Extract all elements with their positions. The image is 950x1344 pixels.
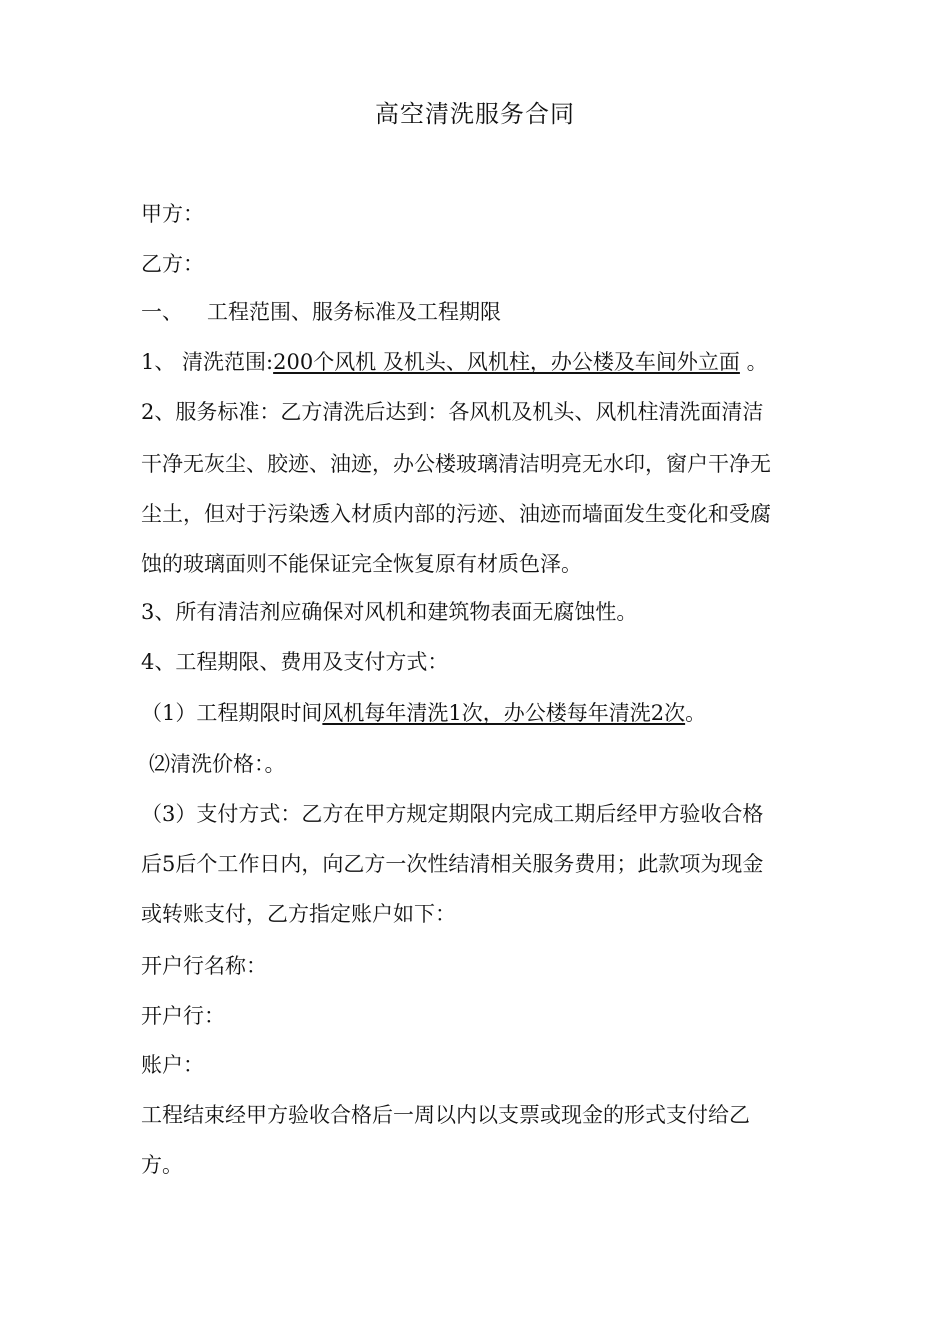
document-title: 高空清洗服务合同 [375,100,575,128]
account-label: 账户： [141,1053,204,1077]
item-2-line-2: 干净无灰尘、胶迹、油迹，办公楼玻璃清洁明亮无水印，窗户干净无 [141,452,771,476]
sub-3-line-3: 或转账支付，乙方指定账户如下： [141,902,456,926]
sub-1-duration-value: 风机每年清洗1次，办公楼每年清洗2次 [322,701,686,725]
item-1-prefix: 1、 清洗范围: [141,350,274,374]
closing-line-2: 方。 [141,1153,183,1177]
item-4-heading: 4、工程期限、费用及支付方式： [141,650,449,674]
sub-1-duration [141,698,821,728]
item-2-line-1: 2、服务标准：乙方清洗后达到：各风机及机头、风机柱清洗面清洁 [141,400,764,424]
section-1-heading [141,297,821,327]
bank-label: 开户行： [141,1004,225,1028]
item-2-line-4: 蚀的玻璃面则不能保证完全恢复原有材质色泽。 [141,552,582,576]
item-3: 3、所有清洁剂应确保对风机和建筑物表面无腐蚀性。 [141,600,638,624]
item-1-scope [141,347,821,377]
sub-2-price [141,749,821,779]
item-1-suffix: 。 [739,350,768,374]
sub-2-price-text: ⑵清洗价格：。 [149,752,286,776]
sub-1-prefix: （1）工程期限时间 [141,701,323,725]
party-a-label: 甲方： [141,202,204,226]
item-1-scope-value: 200个风机 及机头、风机柱，办公楼及车间外立面 [273,350,740,374]
closing-line-1: 工程结束经甲方验收合格后一周以内以支票或现金的形式支付给乙 [141,1103,750,1127]
party-b-label: 乙方： [141,252,204,276]
sub-1-suffix: 。 [685,701,707,725]
sub-3-line-2: 后5后个工作日内，向乙方一次性结清相关服务费用；此款项为现金 [141,852,764,876]
item-2-line-3: 尘土，但对于污染透入材质内部的污迹、油迹而墙面发生变化和受腐 [141,502,771,526]
section-1-title: 工程范围、服务标准及工程期限 [207,300,501,324]
bank-name-label: 开户行名称： [141,954,267,978]
section-1-number: 一、 [141,300,183,324]
sub-3-line-1: （3）支付方式：乙方在甲方规定期限内完成工期后经甲方验收合格 [141,802,764,826]
